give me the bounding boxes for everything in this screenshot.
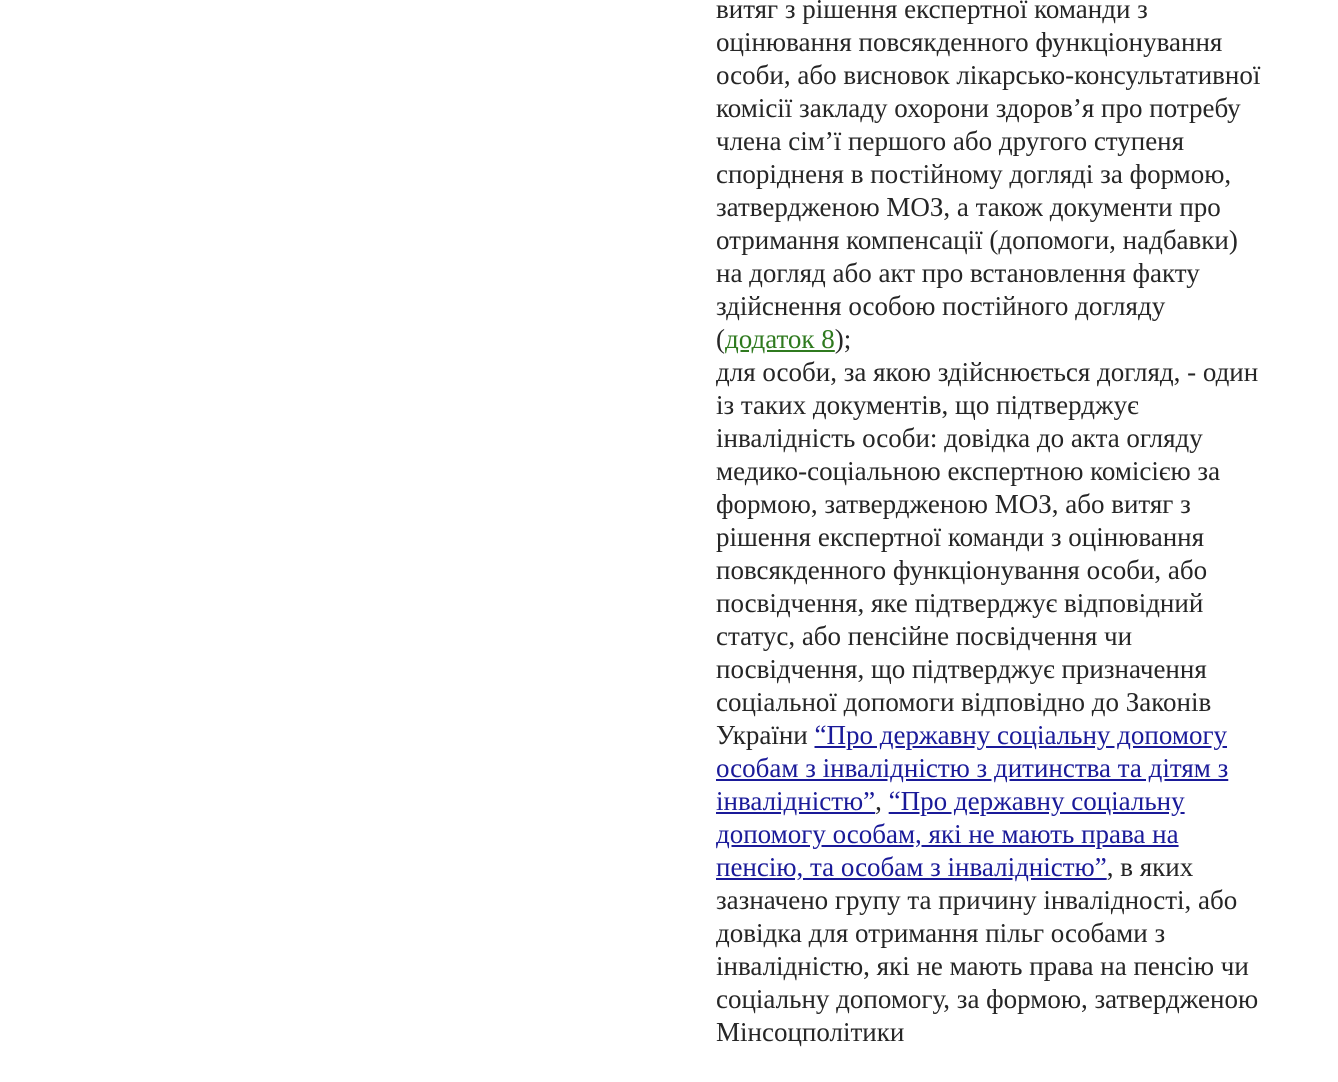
law-link-childhood-disability[interactable]: особам з інвалідністю з дитинства та дітям з (716, 753, 1229, 783)
close-text: ); (834, 324, 852, 354)
text-line-with-link (716, 818, 1316, 851)
text-line: повсякденного функціонування особи, або (716, 555, 1208, 585)
law-link-childhood-disability[interactable]: інвалідністю” (716, 786, 876, 816)
paragraph-care-need-documents (716, 0, 1316, 356)
law-link-childhood-disability[interactable]: “Про державну соціальну допомогу (814, 720, 1228, 750)
text-line: спорідненя в постійному догляді за формою, (716, 159, 1232, 189)
text-line: із таких документів, що підтверджує (716, 390, 1139, 420)
text-line: зазначено групу та причину інвалідності, або (716, 885, 1238, 915)
paragraph-disability-documents (716, 356, 1316, 1049)
ukraine-prefix: України (716, 720, 815, 750)
text-line: комісії закладу охорони здоров’я про потребу (716, 93, 1241, 123)
text-line-with-link (716, 752, 1316, 785)
after-law-text: , в яких (1106, 852, 1194, 882)
text-line: особи, або висновок лікарсько-консультативної (716, 60, 1261, 90)
document-text-column (716, 0, 1316, 1049)
text-line: витяг з рішення експертної команди з (716, 0, 1148, 24)
text-line: соціальну допомогу, за формою, затвердженою (716, 984, 1259, 1014)
text-line: статус, або пенсійне посвідчення чи (716, 621, 1133, 651)
text-line-with-link (716, 785, 1316, 818)
text-line: інвалідністю, які не мають права на пенсію чи (716, 951, 1249, 981)
text-line: медико-соціальною експертною комісією за (716, 456, 1221, 486)
text-line-with-link (716, 851, 1316, 884)
text-line: формою, затвердженою МОЗ, або витяг з (716, 489, 1191, 519)
text-line: посвідчення, яке підтверджує відповідний (716, 588, 1204, 618)
text-line: отримання компенсації (допомоги, надбавки) (716, 225, 1238, 255)
law-link-no-pension[interactable]: пенсію, та особам з інвалідністю” (716, 852, 1107, 882)
open-paren: ( (716, 324, 725, 354)
text-line: здійснення особою постійного догляду (716, 291, 1166, 321)
law-link-no-pension[interactable]: допомогу особам, які не мають права на (716, 819, 1179, 849)
law-link-no-pension[interactable]: “Про державну соціальну (888, 786, 1185, 816)
text-line-with-link (716, 719, 1316, 752)
text-line: соціальної допомоги відповідно до Законів (716, 687, 1212, 717)
text-line: посвідчення, що підтверджує призначення (716, 654, 1207, 684)
text-line: довідка для отримання пільг особами з (716, 918, 1166, 948)
text-line: рішення експертної команди з оцінювання (716, 522, 1205, 552)
text-line: затвердженою МОЗ, а також документи про (716, 192, 1221, 222)
text-line: оцінювання повсякденного функціонування (716, 27, 1223, 57)
separator: , (875, 786, 889, 816)
text-line: інвалідність особи: довідка до акта огляду (716, 423, 1203, 453)
text-line: Мінсоцполітики (716, 1017, 905, 1047)
text-line: на догляд або акт про встановлення факту (716, 258, 1200, 288)
appendix-8-link[interactable]: додаток 8 (725, 324, 835, 354)
text-line: члена сім’ї першого або другого ступеня (716, 126, 1185, 156)
text-line-with-link (716, 323, 1316, 356)
text-line: для особи, за якою здійснюється догляд, - один (716, 357, 1259, 387)
